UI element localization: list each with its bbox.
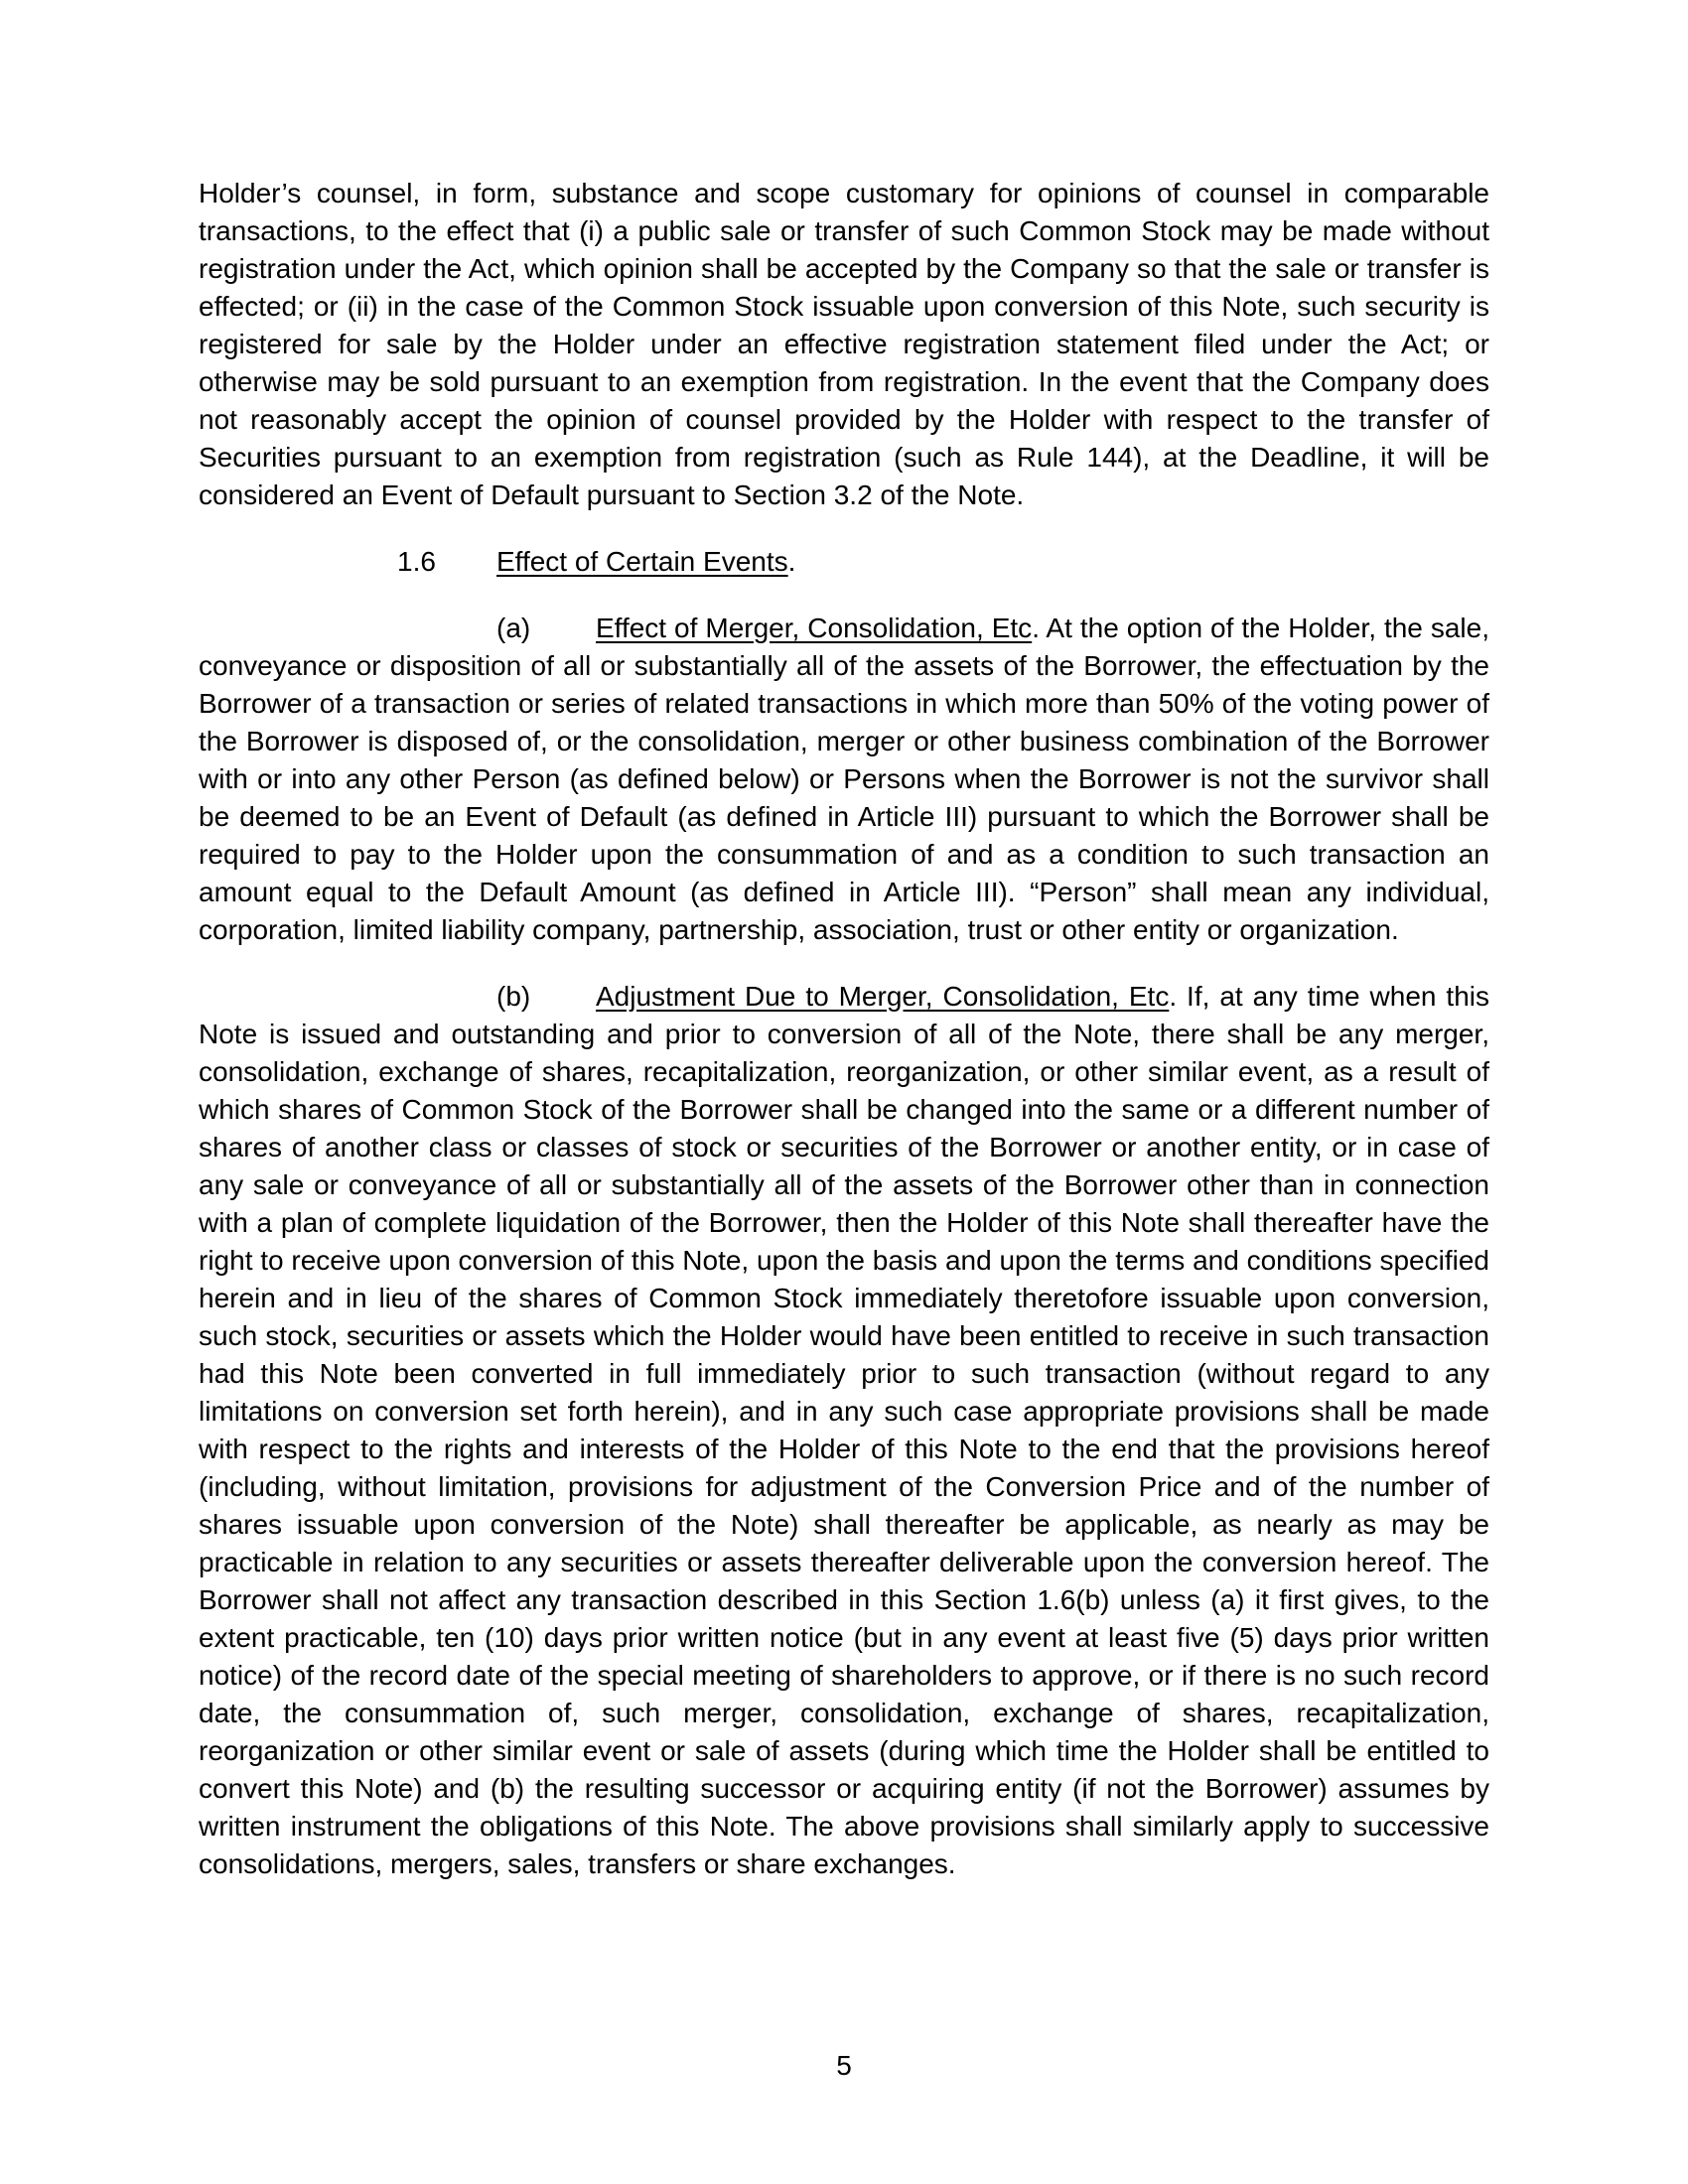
section-title: Effect of Certain Events (496, 546, 788, 577)
page-number: 5 (836, 2050, 852, 2081)
section-title-period: . (787, 546, 796, 577)
document-body (199, 175, 1489, 1912)
section-number: 1.6 (397, 546, 436, 577)
subsection-a-paragraph (199, 610, 1489, 949)
subsection-b-body: . If, at any time when this Note is issued and outstanding and prior to conversion of all of the Note, there shall be any merger, consolidation, exchange of shares, recapitalization, reorganization, or other similar event, as a result of which shares of Common Stock of the Borrower shall be changed into the same or a different number of shares of another class or classes of stock or securities of the Borrower or another entity, or in case of any sale or conveyance of all or substantially all of the assets of the Borrower other than in connection with a plan of complete liquidation of the Borrower, then the Holder of this Note shall thereafter have the right to receive upon conversion of this Note, upon the basis and upon the terms and conditions specified herein and in lieu of the shares of Common Stock immediately theretofore issuable upon conversion, such stock, securities or assets which the Holder would have been entitled to receive in such transaction had this Note been converted in full immediately prior to such transaction (without regard to any limitations on conversion set forth herein), and in any such case appropriate provisions shall be made with respect to the rights and interests of the Holder of this Note to the end that the provisions hereof (including, without limitation, provisions for adjustment of the Conversion Price and of the number of shares issuable upon conversion of the Note) shall thereafter be applicable, as nearly as may be practicable in relation to any securities or assets thereafter deliverable upon the conversion hereof. The Borrower shall not affect any transaction described in this Section 1.6(b) unless (a) it first gives, to the extent practicable, ten (10) days prior written notice (but in any event at least five (5) days prior written notice) of the record date of the special meeting of shareholders to approve, or if there is no such record date, the consummation of, such merger, consolidation, exchange of shares, recapitalization, reorganization or other similar event or sale of assets (during which time the Holder shall be entitled to convert this Note) and (b) the resulting successor or acquiring entity (if not the Borrower) assumes by written instrument the obligations of this Note. The above provisions shall similarly apply to successive consolidations, mergers, sales, transfers or share exchanges. (199, 981, 1489, 1879)
subsection-b-label: (b) (496, 981, 531, 1012)
subsection-a-label: (a) (496, 613, 531, 643)
subsection-a-title: Effect of Merger, Consolidation, Etc (596, 613, 1033, 643)
continuation-paragraph: Holder’s counsel, in form, substance and scope customary for opinions of counsel in comparable transactions, to the effect that (i) a public sale or transfer of such Common Stock may be made without registration under the Act, which opinion shall be accepted by the Company so that the sale or transfer is effected; or (ii) in the case of the Common Stock issuable upon conversion of this Note, such security is registered for sale by the Holder under an effective registration statement filed under the Act; or otherwise may be sold pursuant to an exemption from registration. In the event that the Company does not reasonably accept the opinion of counsel provided by the Holder with respect to the transfer of Securities pursuant to an exemption from registration (such as Rule 144), at the Deadline, it will be considered an Event of Default pursuant to Section 3.2 of the Note. (199, 178, 1489, 510)
subsection-b-title: Adjustment Due to Merger, Consolidation, Etc (596, 981, 1170, 1012)
subsection-b-paragraph (199, 978, 1489, 1883)
subsection-a-body: . At the option of the Holder, the sale, conveyance or disposition of all or substantially all of the assets of the Borrower, the effectuation by the Borrower of a transaction or series of related transactions in which more than 50% of the voting power of the Borrower is disposed of, or the consolidation, merger or other business combination of the Borrower with or into any other Person (as defined below) or Persons when the Borrower is not the survivor shall be deemed to be an Event of Default (as defined in Article III) pursuant to which the Borrower shall be required to pay to the Holder upon the consummation of and as a condition to such transaction an amount equal to the Default Amount (as defined in Article III). “Person” shall mean any individual, corporation, limited liability company, partnership, association, trust or other entity or organization. (199, 613, 1489, 945)
section-1-6-heading (199, 543, 1489, 581)
